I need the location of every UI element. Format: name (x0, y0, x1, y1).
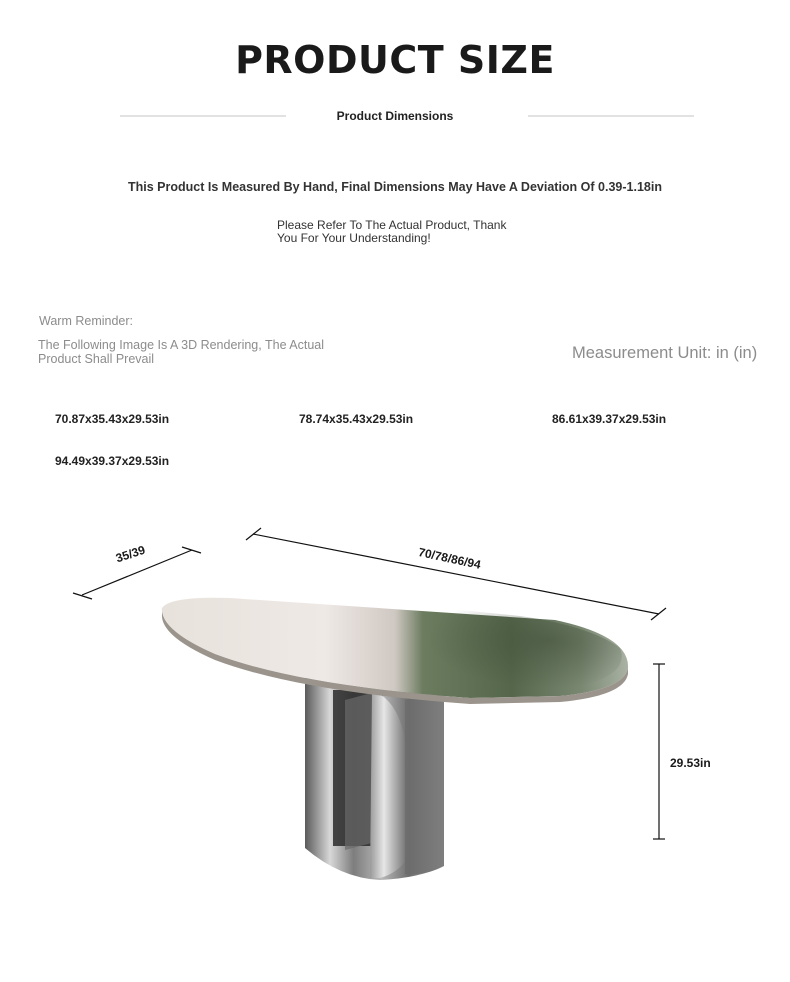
table-top (162, 598, 628, 704)
table-base (305, 672, 444, 880)
size-option-2: 78.74x35.43x29.53in (299, 412, 414, 426)
reminder-text: The Following Image Is A 3D Rendering, The Actual Product Shall Prevail (38, 338, 325, 366)
height-label: 29.53in (670, 756, 711, 770)
size-option-4: 94.49x39.37x29.53in (55, 454, 170, 468)
section-subtitle: Product Dimensions (336, 109, 454, 123)
width-label: 70/78/86/94 (417, 545, 483, 572)
measurement-unit: Measurement Unit: in (in) (572, 344, 758, 362)
size-option-3: 86.61x39.37x29.53in (552, 412, 667, 426)
depth-label: 35/39 (114, 542, 147, 566)
size-option-1: 70.87x35.43x29.53in (55, 412, 170, 426)
deviation-notice: This Product Is Measured By Hand, Final Dimensions May Have A Deviation Of 0.39-1.18in (128, 180, 662, 194)
height-dimension-line (653, 664, 665, 839)
page-title: PRODUCT SIZE (235, 38, 555, 82)
reminder-label: Warm Reminder: (39, 314, 133, 328)
thanks-note: Please Refer To The Actual Product, Thank You For Your Understanding! (277, 218, 507, 245)
